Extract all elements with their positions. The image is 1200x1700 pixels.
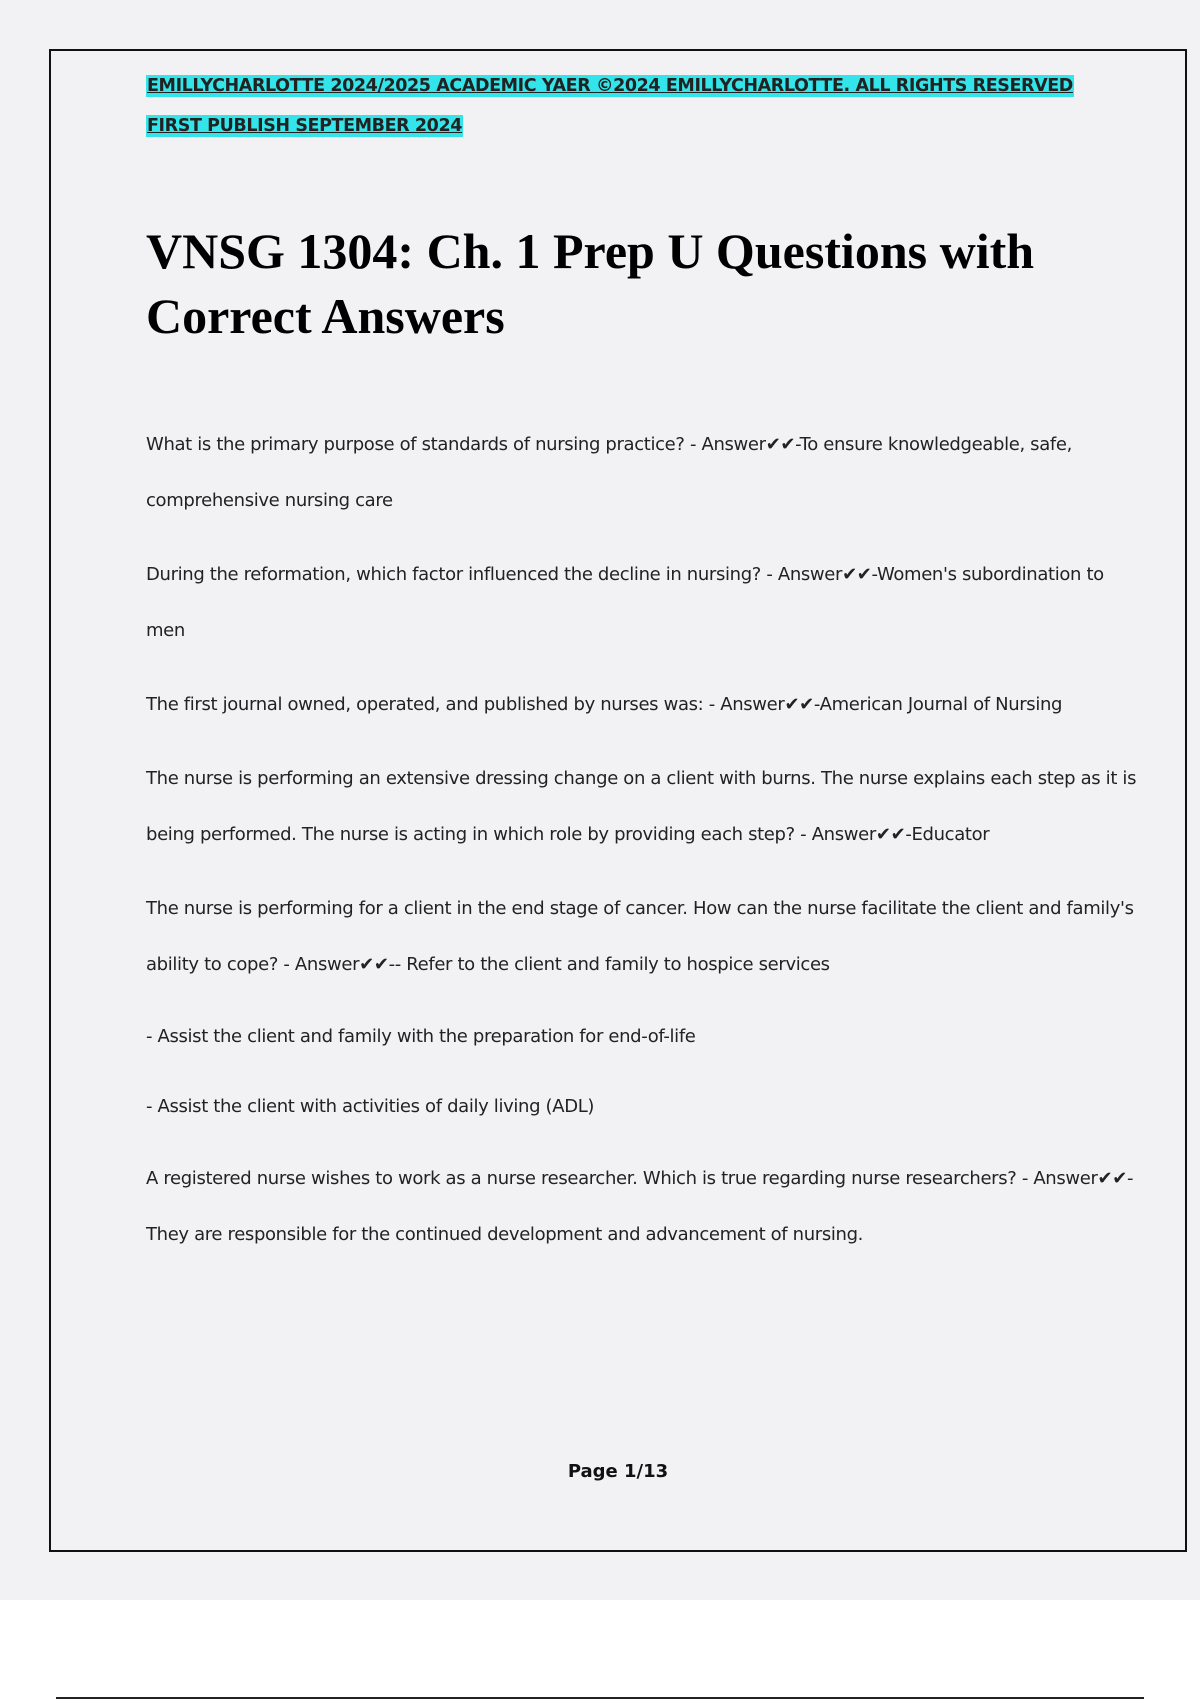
copyright-line: EMILLYCHARLOTTE 2024/2025 ACADEMIC YAER ©2024 EMILLYCHARLOTTE. ALL RIGHTS RESERVED — [147, 76, 1073, 96]
qa-list — [146, 417, 1146, 1281]
publish-date-line: FIRST PUBLISH SEPTEMBER 2024 — [147, 116, 463, 136]
qa-item: The nurse is performing an extensive dressing change on a client with burns. The nurse explains each step as it is being performed. The nurse is acting in which role by providing each step? - Answer✔✔-Educator — [146, 768, 1137, 845]
qa-item: During the reformation, which factor influenced the decline in nursing? - Answer✔✔-Women's subordination to men — [146, 564, 1104, 641]
qa-item: The first journal owned, operated, and published by nurses was: - Answer✔✔-American Journal of Nursing — [146, 694, 1063, 715]
page-number: Page 1/13 — [567, 1461, 669, 1482]
qa-item: A registered nurse wishes to work as a nurse researcher. Which is true regarding nurse researchers? - Answer✔✔-They are responsible for the continued development and advancement of nursing. — [146, 1168, 1134, 1245]
qa-item: - Assist the client and family with the preparation for end-of-life — [146, 1026, 696, 1047]
copyright-header — [146, 75, 1074, 155]
document-page — [49, 49, 1187, 1552]
qa-item: What is the primary purpose of standards of nursing practice? - Answer✔✔-To ensure knowledgeable, safe, comprehensive nursing care — [146, 434, 1072, 511]
qa-item: The nurse is performing for a client in the end stage of cancer. How can the nurse facilitate the client and family's ability to cope? - Answer✔✔-- Refer to the client and family to hospice services — [146, 898, 1134, 975]
bottom-divider — [56, 1697, 1144, 1699]
document-title: VNSG 1304: Ch. 1 Prep U Questions with Correct Answers — [146, 223, 1035, 344]
qa-item: - Assist the client with activities of daily living (ADL) — [146, 1096, 595, 1117]
